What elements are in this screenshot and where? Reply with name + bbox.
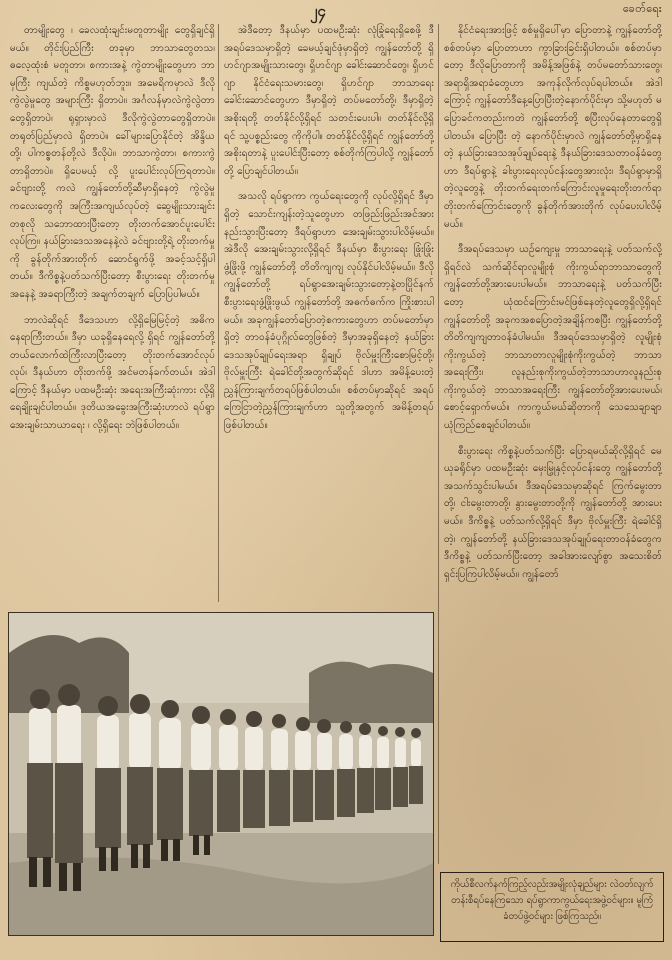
paragraph: အဲဒီတော့ ဒီနယ်မှာ ပထမဦးဆုံး လုံခြုံရေးရှိစေဖို့ ဒီအရပ်ဒေသမှာရှိတဲ့ ခေမယ့်ချင်ဖုံမှာရှိတဲ့ ကျွန်တော်တို့ ရှိဟင်ဂျာအမျိုးသားတွေ၊ ရှိဟင်ဂျာ ခေါင်းဆောင်တွေ၊ ရှိဟင်ဂျာ နိုင်ငံရေးသမားတွေ၊ ရှိဟင်ဂျာ ဘာသာရေးခေါင်းဆောင်တွေဟာ ဒီမှာရှိတဲ့ တပ်မတော်တို့၊ ဒီမှာရှိတဲ့ အစိုးရတို့ တတ်နိုင်လို့ရှိရင် သတင်းပေးပါ။ တတ်နိုင်လို့ရှိရင် သူ့ပစ္စည်းတွေ ကိုကိုပါ။ တတ်နိုင်လို့ရှိရင် ကျွန်တော်တို့အစိုးရတာနဲ့ ပူးပေါင်းပြီးတော့ စစ်တိုက်ကြပါလို့ ကျွန်တော်တို့ ပြောချင်ပါတယ်။ xyxy=(224,25,434,177)
running-head: ခေတ်ရေး xyxy=(622,2,662,15)
paragraph: တာမျိုးတွေ ၊ ခေလထုံးချင်းမတူတာမျိုး တွေရှိချင်ရှိမယ်။ တိုင်းပြည်ကြီး တခုမှာ ဘာသာတွေတသ၊ ဓလေ့ထုံးစံ မတူတာ၊ စကားအနဲ့ ကွဲတာမျိုးတွေဟာ ဘာမှကြီး ကျယ်တဲ့ ကိစ္စမဟုတ်ဘူး။ အမေရိကမှာလဲ ဒီလိုကွဲလွဲမှုတွေ အများကြီး ရှိတာပဲ။ အင်္ဂလန်မှာလဲကွဲလွဲတာတွေရှိတာပဲ၊ ရုရှားမှာလဲ ဒီလိုကွဲလွဲတာတွေရှိတာပဲ။ တရုတ်ပြည်မှာလဲ ရှိတာပဲ။ ခေါ်များပြောနိုင်တဲ့ အိန္ဒိယတို့၊ ပါကစ္စတန်တို့လဲ ဒီလိုပဲ။ ဘာသာကွဲတာ၊ စကားကွဲတာရှိတာပဲ။ ရှိပေမယ့် လို့ ပူးပေါင်းလုပ်ကြရတာပဲ။ ခင်ဗျားတို့ ကလဲ ကျွန်တော်တို့ဆီမှာရှိနေတဲ့ ကွဲလွဲမှု ကလေးတွေကို အကြီးအကျယ်လုပ်တဲ့ ဆွေမျိုးသားချင်းတစုလို သဘောထားပြီးတော့ တိုးတက်အောင်ပူးပေါင်းလုပ်ကြ။ နယ်ခြားဒေသအနေနဲ့လဲ ခင်ဗျားတို့ရဲ့ တိုးတက်မှုကို ခွန်တိုက်အားတိုက် ဆောင်ရွက်ဖို့ အခင့်သင့်ရှိပါတယ်။ ဒီကိစ္စနဲ့ပတ်သက်ပြီးတော့ စီးပွားရေး တိုးတက်မှုအနေနဲ့ အခရာကြီးတဲ့ အချက်တချက် ပြောပြပါမယ်။ xyxy=(10,25,215,300)
article-column-2 xyxy=(224,22,434,602)
news-photo xyxy=(8,612,434,936)
paragraph: ဒီအရပ်ဒေသမှာ ယဉ်ကျေးမှု ဘာသာရေးနဲ့ ပတ်သက်လို့ ရှိရင်လဲ သက်ဆိုင်ရာလူမျိုးစုံ ကိုးကွယ်ရာဘာသာတွေကို ကျွန်တော်တို့အားပေးပါမယ်။ ဘာသာရေးနဲ့ ပတ်သက်ပြီးတော့ ယုံထင်ကြောင်းမင်ဖြစ်နေတဲ့လူတွေရှိလို့ရှိရင် ကျွန်တော်တို့ အခုကအစပြောတဲ့အချိန်ကစပြီး ကျွန်တော်တို့ တိတိကျကျတာဝန်ခံပါမယ်။ ဒီအရပ်ဒေသမှာရှိတဲ့ လူမျိုးစုံကိုးကွယ်တဲ့ ဘာသာတာလူမျိုးစုံကိုးကွယ်တဲ့ ဘာသာအရေးကြီး၊ လူနည်းစုကိုးကွယ်တဲ့ဘာသာဟာလူနည်းစုကိုးကွယ်တဲ့ ဘာသာအရေးကြီး ကျွန်တော်တို့အားပေးမယ်၊ စောင့်ရှောက်မယ်။ ကာကွယ်မယ်ဆိုတာကို သေသေချာချာ ယုံကြည်စေချင်ပါတယ်။ xyxy=(444,244,662,432)
paragraph: ဘာလဲဆိုရင် ဒီဒေသဟာ လို့ရှိမြေမြင့်တဲ့ အဓိကနေရာကြီးတယ်။ ဒီမှာ ယခုရှိနေရေလို့ ရှိရင် ကျွန်တော်တို့ တယ်လောက်ထဲကြီးလာပြီးတော့ တိုးတက်အောင်လုပ်လုပ်၊ ဒီနယ်ဟာ တိုးတက်ဖို့ အင်မတန်ခက်တယ်။ အဲဒါကြောင့် ဒီနယ်မှာ ပထမဦးဆုံး အရေးအကြီးဆုံးကား လို့ရှိ ရေချိုးချင်ပါတယ်။ ဒုတိယအခွေးအကြီးဆုံးဟာလဲ ရပ်ရွာအေးချမ်းသာယာရေး ၊ လို့ရှိရေး ဘဲဖြစ်ပါတယ်။ xyxy=(10,314,215,432)
page-number: ၂၄ xyxy=(310,2,326,20)
column-divider xyxy=(438,24,439,864)
photo-caption: ကိုယ်စီလက်နက်ကြည့်လည်းအမျိုးလုံချည်များ လဲဝတ်လျက်တန်းစီရပ်နေကြသော ရပ်ရွာကာကွယ်ရေးအဖွဲ့ဝင်များ။ မူကြံခံတပ်ဖွဲ့ဝင်များ ဖြစ်ကြသည်။ xyxy=(440,872,664,942)
article-column-3 xyxy=(444,22,662,864)
photo-men-in-line xyxy=(9,613,433,935)
paragraph: အသလို ရပ်ရွာကာ ကွယ်ရေးတွေကို လုပ်လို့ရှိရင် ဒီမှာရှိတဲ့ သောင်းကျန်းတဲ့သူတွေဟာ တဖြည်းဖြည်းအင်အားနည်းသွားပြီးတော့ ဒီရပ်ရွာဟာ အေးချမ်းသွားပါလိမ့်မယ်။ အဲဒီလို အေးချမ်းသွားလို့ရှိရင် ဒီနယ်မှာ စီးပွားရေး ဖြုံးဖြုံးဖွံ့ဖြိုးဖို့ ကျွန်တော်တို့ တိတိကျကျ လုပ်နိုင်ပါလိမ့်မယ်။ ဒီလို ကျွန်တော်တို့ ရပ်ရွာအေးချမ်းသွားတော့နဲ့တပြိုင်နက် စီးပွားရေးဖွံ့ဖြိုးဖွယ် ကျွန်တော်တို့ အဓက်ဓက်က ကြိုးစားပါမယ်။ အခုကျွန်တော်ပြောတဲ့စကားတွေဟာ တပ်မတော်မှာရှိတဲ့ တာဝန်ခံပုဂ္ဂိုလ်တွေဖြစ်တဲ့ ဒီမှာအခုရှိနေတဲ့ နယ်ခြားဒေသအုပ်ချုပ်ရေးအရာ ရှိချုပ် ဗိုလ်မှူးကြီးစောမြင့်တို့၊ ဗိုလ်မှူးကြီး ရဲခေါင်တို့အတွက်ဆိုရင် ဒါဟာ အမိန့်ပေးတဲ့ ညွှန်ကြားချက်တရပ်ဖြစ်ပါတယ်။ စစ်တပ်မှာဆိုရင် အရပ်ကြေငြာတဲ့ညွှန်ကြားချက်ဟာ သူတို့အတွက် အမိန့်တရပ်ဖြစ်ပါတယ်။ xyxy=(224,191,434,432)
column-divider xyxy=(218,24,219,602)
paragraph: နိုင်ငံရေးအားဖြင့် စစ်မှုရှိပေါ်မှာ ပြောတာနဲ့ ကျွန်တော်တို့စစ်တပ်မှာ ပြောတာဟာ ကွာခြားခြင်းရှိပါတယ်။ စစ်တပ်မှာတော့ ဒီလိုပြောတာကို အမိန့်အဖြစ်နဲ့ တပ်မတော်သားတွေ၊ အရာရှိအရာခံတွေဟာ အကုန်လိုက်လုပ်ရပါတယ်။ အဲဒါကြောင့် ကျွန်တော်ဒီနေ့ပြောပြီးတဲ့နောက်ပိုင်းမှာ သို့မဟုတ် မပြောခင်ကတည်းကတဲ ကျွန်တော်တို့ စပြီးလုပ်နေတာတွေရှိပါတယ်။ ပြောပြီး တဲ့ နောက်ပိုင်းမှာလဲ ကျွန်တော်တို့မှာရှိနေတဲ့ နယ်ခြားဒေသအုပ်ချုပ်ရေးနဲ့ ဒီနယ်ခြားဒေသတာဝန်ခံတွေဟာ ဒီရပ်ရွာနဲ့ ခါးပွားရေးလုပ်ငန်းတွေအားလုံး၊ ဒီရပ်ရွာမှာရှိတဲ့လူတွေနဲ့ တိုးတက်ရေးတက်ကြောင်းလူမှုရေးတိုးတက်ရာ တိုးတက်ကြောင်းတွေကို ခွန်တိုက်အားတိုက် လုပ်ပေးပါလိမ့်မယ်။ xyxy=(444,25,662,230)
article-column-1 xyxy=(10,22,215,602)
paragraph: စီးပွားရေး ကိစ္စနဲ့ပတ်သက်ပြီး ပြောရမယ်ဆိုလို့ရှိရင် မေယုခရိုင်မှာ ပထမဦးဆုံး မှေးမြှုနှင့်လုပ်ငန်းတွေ ကျွန်တော်တို့ အသက်သွင်းပါမယ်။ ဒီအရပ်ဒေသမှာဆိုရင် ကြက်မွေးတာတို့၊ ငါးမွေးတာတို့၊ နွားမွေးတာတို့ကို ကျွန်တော်တို့ အားပေးမယ်။ ဒီကိစ္စနဲ့ ပတ်သက်လို့ရှိရင် ဒီမှာ ဗိုလ်မှူးကြီး ရဲခေါင်ရှိတဲ့၊ ကျွန်တော်တို့ နယ်ခြားဒေသအုပ်ချုပ်ရေးတာဝန်ခံတွေက ဒီကိစ္စနဲ့ ပတ်သက်ပြီးတော့ အခါအားလျော်စွာ အသေးစိတ်ရှင်းပြကြပါလိမ့်မယ်။ ကျွန်တော် xyxy=(444,445,662,580)
